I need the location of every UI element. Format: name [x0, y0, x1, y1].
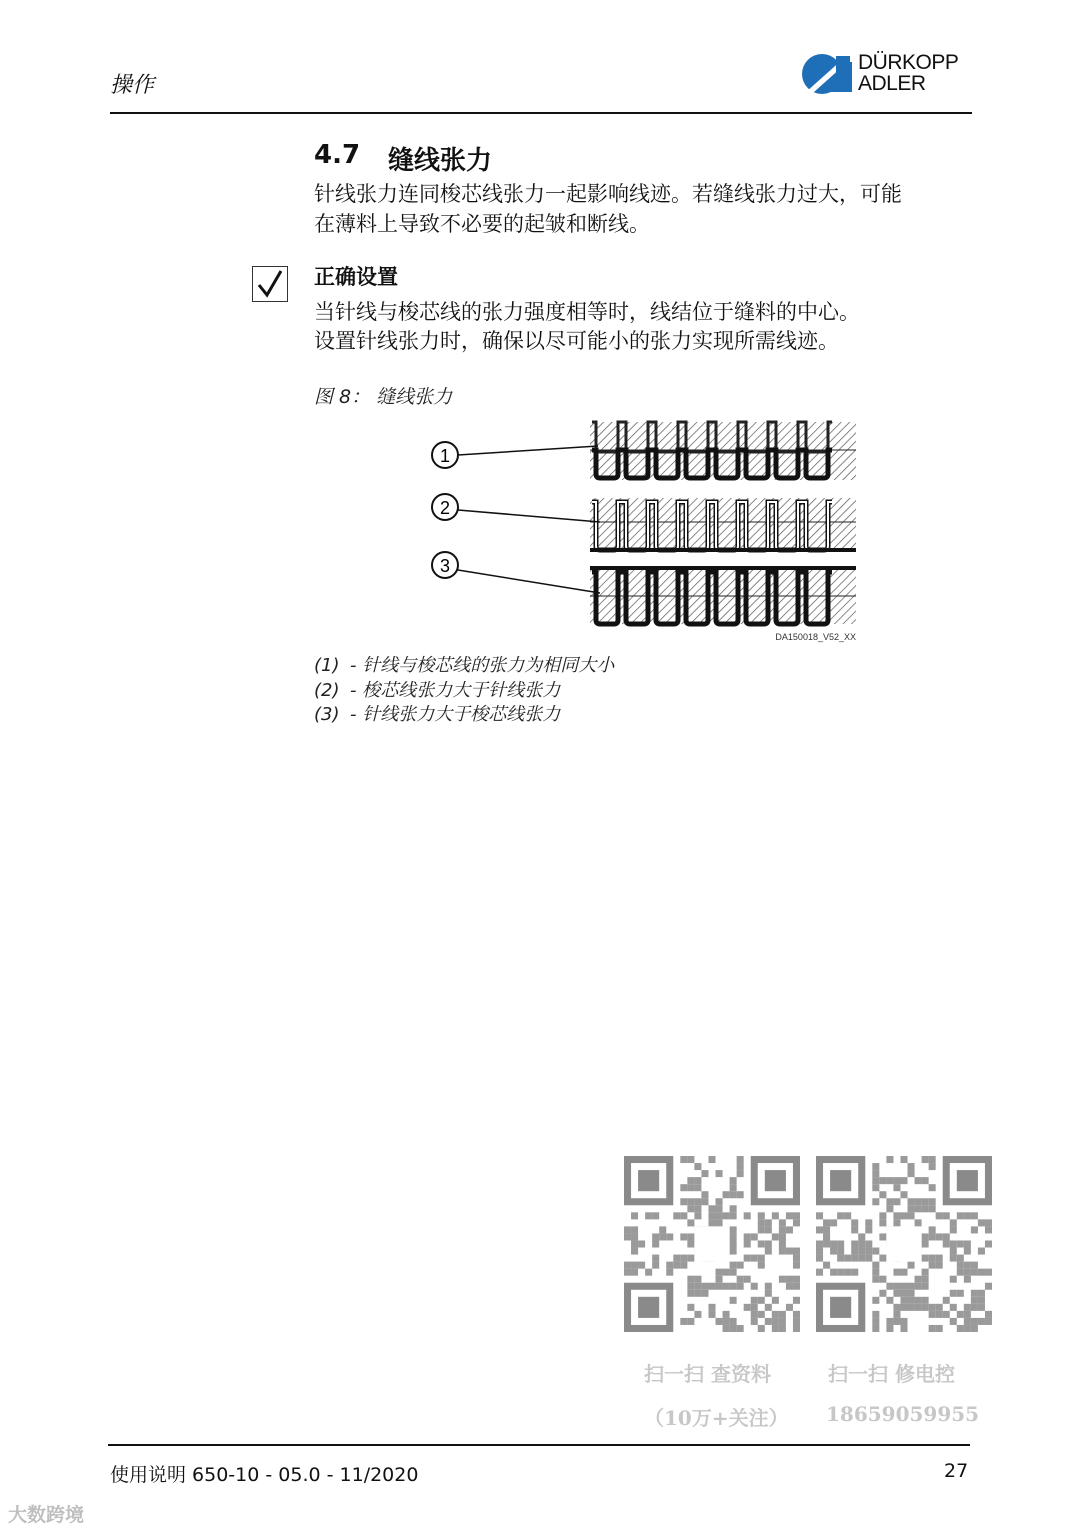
- legend-text: - 针线与梭芯线的张力为相同大小: [350, 655, 615, 676]
- legend-number: (1): [314, 655, 340, 676]
- brand-logo: [800, 50, 980, 100]
- section-label: 操作: [110, 73, 155, 98]
- qr-sublabel-wechat: 18659059955: [826, 1402, 980, 1426]
- logo-line-2: ADLER: [858, 72, 926, 95]
- document-id: 使用说明 650-10 - 05.0 - 11/2020: [110, 1464, 419, 1486]
- qr-label-docs: 扫一扫 查资料: [644, 1362, 771, 1386]
- qr-code-wechat[interactable]: [816, 1156, 992, 1332]
- correct-setting-title: 正确设置: [314, 265, 398, 289]
- legend-item: [314, 651, 614, 677]
- watermark: 大数跨境: [8, 1504, 85, 1526]
- page-number: 27: [944, 1460, 969, 1482]
- logo-text: [858, 52, 958, 94]
- callout-3-label: 3: [439, 556, 451, 576]
- header-rule: [110, 112, 972, 114]
- stitch-diagram: [420, 410, 870, 650]
- callout-1-label: 1: [439, 446, 451, 466]
- qr-sublabel-docs: （10万+关注）: [644, 1406, 789, 1430]
- legend-text: - 针线张力大于梭芯线张力: [350, 704, 561, 725]
- section-number: 4.7: [314, 140, 361, 170]
- correct-setting-line-1: 当针线与梭芯线的张力强度相等时，线结位于缝料的中心。: [314, 300, 860, 324]
- callout-1: [432, 442, 598, 468]
- qr-label-wechat: 扫一扫 修电控: [828, 1362, 955, 1386]
- stitch-row-needle-high: [590, 568, 856, 624]
- footer-rule: [108, 1444, 970, 1446]
- callout-2-label: 2: [439, 498, 451, 518]
- qr-code-docs[interactable]: [624, 1156, 800, 1332]
- legend-item: [314, 676, 560, 702]
- legend-item: [314, 700, 560, 726]
- figure-code: DA150018_V52_XX: [775, 632, 856, 642]
- legend-number: (2): [314, 680, 340, 701]
- figure-caption: 图 8： 缝线张力: [314, 386, 453, 408]
- check-box: [252, 266, 288, 302]
- logo-line-1: DÜRKOPP: [858, 51, 959, 74]
- logo-mark-icon: [800, 52, 852, 96]
- intro-line-1: 针线张力连同梭芯线张力一起影响线迹。若缝线张力过大，可能: [314, 182, 902, 206]
- section-title: 缝线张力: [388, 146, 493, 176]
- callout-2: [432, 494, 600, 522]
- stitch-row-bobbin-high: [590, 498, 856, 550]
- stitch-row-balanced: [590, 422, 856, 480]
- correct-setting-line-2: 设置针线张力时，确保以尽可能小的张力实现所需线迹。: [314, 329, 839, 353]
- legend-text: - 梭芯线张力大于针线张力: [350, 680, 561, 701]
- legend-number: (3): [314, 704, 340, 725]
- check-icon: [256, 269, 284, 299]
- callout-3: [432, 552, 600, 593]
- intro-line-2: 在薄料上导致不必要的起皱和断线。: [314, 212, 650, 236]
- stitch-tension-figure: [420, 410, 870, 650]
